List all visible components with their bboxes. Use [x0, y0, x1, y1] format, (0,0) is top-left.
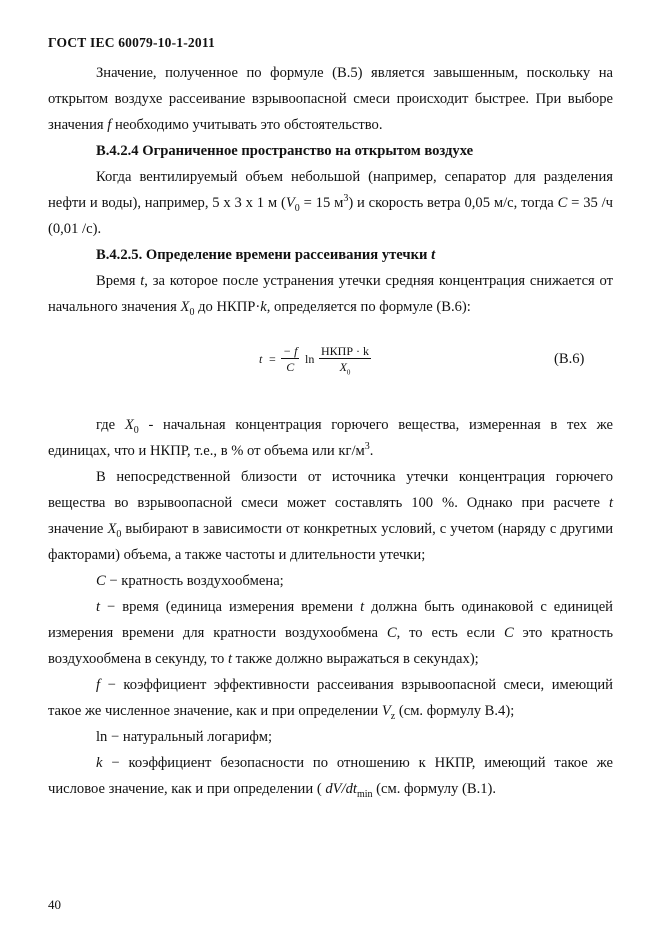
formula-ln: ln	[305, 352, 315, 366]
paragraph-small-volume: Когда вентилируемый объем небольшой (например, сепаратор для разделения нефти и воды), например, 5 х 3 х 1 м ($V_0 = 15$ $м^3$) и скорость ветра 0,05 м/с, тогда C = 35 /ч (0,01 /с).	[48, 169, 614, 237]
standard-header: ГОСТ IEC 60079-10-1-2011	[48, 35, 215, 50]
formula-number: (В.6)	[554, 351, 585, 367]
definition-k: k − коэффициент безопасности по отношению к НКПР, имеющий такое же числовое значение, как и при определении ( $dV/dt_{min}$ (см. формулу (В.1).	[48, 755, 613, 800]
definition-c: C − кратность воздухообмена;	[96, 573, 284, 589]
page-number: 40	[48, 897, 61, 912]
section-heading-b424: В.4.2.4 Ограниченное пространство на открытом воздухе	[96, 143, 474, 159]
paragraph-near-source: В непосредственной близости от источника утечки концентрация горючего вещества во взрывоопасной смеси может составлять 100 %. Однако при расчете t значение $X_0$ выбирают в зависимости от конкретных условий, с учетом (наряду с другими факторами) объема, а также частоты и длительности утечки;	[48, 469, 614, 563]
formula-fraction-left: $\frac{- f}{C}$	[283, 344, 298, 374]
formula-lhs: t	[259, 352, 263, 366]
paragraph-x0-definition: где $X_0$ - начальная концентрация горючего вещества, измеренная в тех же единицах, что и НКПР, т.е., в % от объема или $кг/м^3$.	[48, 417, 613, 459]
paragraph-time-definition: Время t, за которое после устранения утечки средняя концентрация снижается от начального значения $X_0$ до НКПР·k, определяется по формуле (В.6):	[48, 273, 614, 318]
section-heading-b425: В.4.2.5. Определение времени рассеивания утечки t	[96, 247, 436, 263]
formula-fraction-right: НКПР · k $X_0$	[321, 344, 370, 377]
text-block-bottom	[48, 412, 613, 802]
definition-ln: ln − натуральный логарифм;	[96, 729, 273, 745]
definition-f: f − коэффициент эффективности рассеивания взрывоопасной смеси, имеющий такое же численное значение, как и при определении $V_z$ (см. формулу В.4);	[48, 677, 613, 722]
definition-t: t − время (единица измерения времени t должна быть одинаковой с единицей измерения времени для кратности воздухообмена C, то есть если C это кратность воздухообмена в секунду, то t также должно выражаться в секундах);	[48, 599, 614, 667]
formula-b6	[259, 338, 619, 384]
paragraph-overestimate: Значение, полученное по формуле (В.5) является завышенным, поскольку на открытом воздухе рассеивание взрывоопасной смеси происходит быстрее. При выборе значения f необходимо учитывать это обстоятельство.	[48, 65, 613, 133]
formula-equals: =	[269, 352, 276, 366]
text-block-top	[48, 60, 613, 320]
